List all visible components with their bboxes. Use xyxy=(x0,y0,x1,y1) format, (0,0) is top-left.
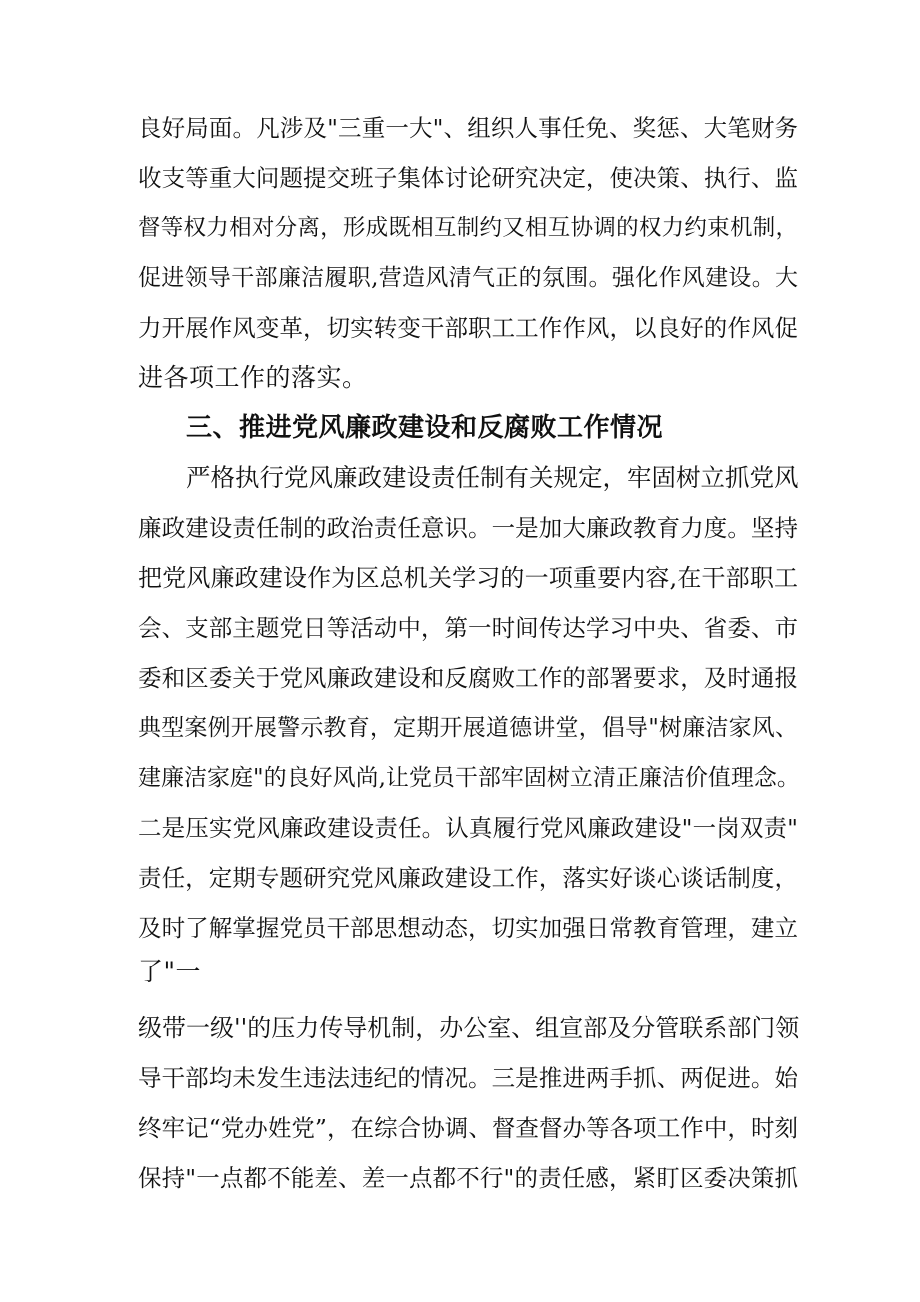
paragraph-line: 终牢记“党办姓党”，在综合协调、督查督办等各项工作中，时刻 xyxy=(138,1114,798,1142)
paragraph-line: 会、支部主题党日等活动中，第一时间传达学习中央、省委、市 xyxy=(138,614,798,642)
paragraph-line: 把党风廉政建设作为区总机关学习的一项重要内容,在干部职工 xyxy=(138,564,798,592)
paragraph-line: 严格执行党风廉政建设责任制有关规定，牢固树立抓党风 xyxy=(186,463,799,492)
paragraph-line: 促进领导干部廉洁履职,营造风清气正的氛围。强化作风建设。大 xyxy=(138,265,798,291)
section-heading: 三、推进党风廉政建设和反腐败工作情况 xyxy=(186,413,664,443)
paragraph-line: 力开展作风变革，切实转变干部职工工作作风，以良好的作风促 xyxy=(138,314,798,342)
paragraph-line: 导干部均未发生违法违纪的情况。三是推进两手抓、两促进。始 xyxy=(138,1064,798,1092)
paragraph-line: 督等权力相对分离，形成既相互制约又相互协调的权力约束机制， xyxy=(138,215,798,241)
paragraph-line: 及时了解掌握党员干部思想动态，切实加强日常教育管理，建立 xyxy=(138,914,798,942)
paragraph-line: 委和区委关于党风廉政建设和反腐败工作的部署要求，及时通报 xyxy=(138,664,798,692)
paragraph-line: 典型案例开展警示教育，定期开展道德讲堂，倡导"树廉洁家风、 xyxy=(138,715,798,741)
paragraph-line: 保持"一点都不能差、差一点都不行"的责任感，紧盯区委决策抓 xyxy=(138,1164,798,1192)
paragraph-line: 责任，定期专题研究党风廉政建设工作，落实好谈心谈话制度， xyxy=(138,864,798,892)
paragraph-line: 级带一级''的压力传导机制，办公室、组宣部及分管联系部门领 xyxy=(138,1014,800,1042)
paragraph-line: 建廉洁家庭"的良好风尚,让党员干部牢固树立清正廉洁价值理念。 xyxy=(138,765,800,791)
paragraph-line: 收支等重大问题提交班子集体讨论研究决定，使决策、执行、监 xyxy=(138,164,798,192)
paragraph-line: 良好局面。凡涉及"三重一大"、组织人事任免、奖惩、大笔财务 xyxy=(138,114,798,142)
paragraph-line: 二是压实党风廉政建设责任。认真履行党风廉政建设"一岗双责" xyxy=(138,814,798,842)
paragraph-line: 进各项工作的落实。 xyxy=(138,363,368,392)
paragraph-line: 廉政建设责任制的政治责任意识。一是加大廉政教育力度。坚持 xyxy=(138,514,798,542)
paragraph-line: 了"一 xyxy=(138,957,201,986)
